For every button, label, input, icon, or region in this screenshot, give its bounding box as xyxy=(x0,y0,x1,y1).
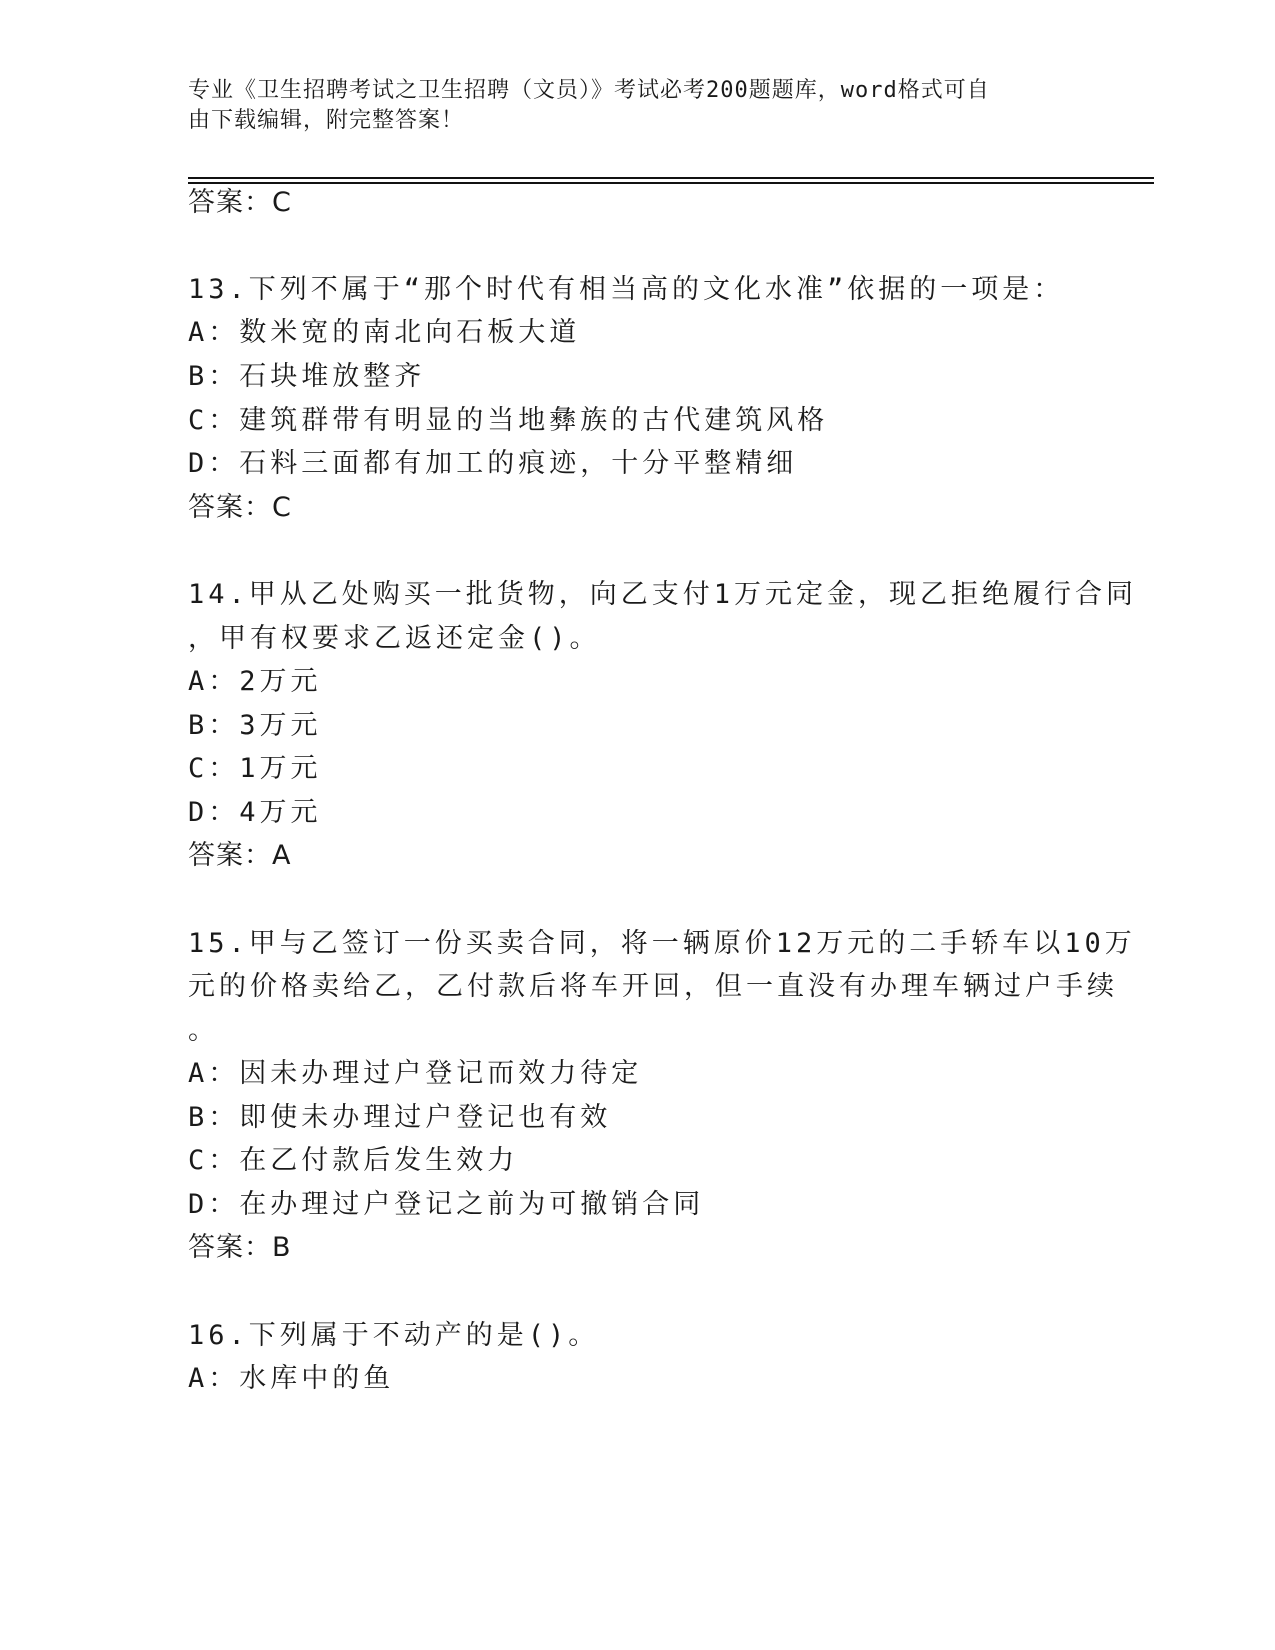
q15-option-b: B：即使未办理过户登记也有效 xyxy=(188,1102,612,1133)
q14-option-c: C：1万元 xyxy=(188,753,322,784)
q13-option-a: A：数米宽的南北向石板大道 xyxy=(188,317,581,348)
question-13: 13.下列不属于“那个时代有相当高的文化水准”依据的一项是： xyxy=(188,274,1065,305)
q14-option-b: B：3万元 xyxy=(188,710,322,741)
q16-option-a: A：水库中的鱼 xyxy=(188,1363,395,1394)
q13-option-d: D：石料三面都有加工的痕迹，十分平整精细 xyxy=(188,448,798,479)
question-16: 16.下列属于不动产的是()。 xyxy=(188,1320,600,1351)
q13-option-b: B：石块堆放整齐 xyxy=(188,361,426,392)
q15-option-a: A：因未办理过户登记而效力待定 xyxy=(188,1058,643,1089)
question-14-line-2: ，甲有权要求乙返还定金()。 xyxy=(188,623,601,654)
q15-option-c: C：在乙付款后发生效力 xyxy=(188,1145,519,1176)
q14-option-a: A：2万元 xyxy=(188,666,322,697)
q14-option-d: D：4万元 xyxy=(188,797,322,828)
header-divider-bottom xyxy=(188,182,1154,184)
header-line-1: 专业《卫生招聘考试之卫生招聘（文员）》考试必考200题题库，word格式可自 xyxy=(188,78,990,103)
header-divider-top xyxy=(188,177,1154,179)
question-15-line-3: 。 xyxy=(188,1015,219,1046)
document-header xyxy=(188,76,1088,136)
q15-answer: 答案：B xyxy=(188,1232,292,1263)
question-14-line-1: 14.甲从乙处购买一批货物，向乙支付1万元定金，现乙拒绝履行合同 xyxy=(188,579,1138,610)
previous-answer: 答案：C xyxy=(188,187,292,218)
q13-answer: 答案：C xyxy=(188,492,292,523)
q15-option-d: D：在办理过户登记之前为可撤销合同 xyxy=(188,1189,705,1220)
header-line-2: 由下载编辑，附完整答案！ xyxy=(188,108,465,133)
question-15-line-2: 元的价格卖给乙，乙付款后将车开回，但一直没有办理车辆过户手续 xyxy=(188,971,1118,1002)
q14-answer: 答案：A xyxy=(188,840,292,871)
q13-option-c: C：建筑群带有明显的当地彝族的古代建筑风格 xyxy=(188,405,829,436)
question-15-line-1: 15.甲与乙签订一份买卖合同，将一辆原价12万元的二手轿车以10万 xyxy=(188,928,1136,959)
